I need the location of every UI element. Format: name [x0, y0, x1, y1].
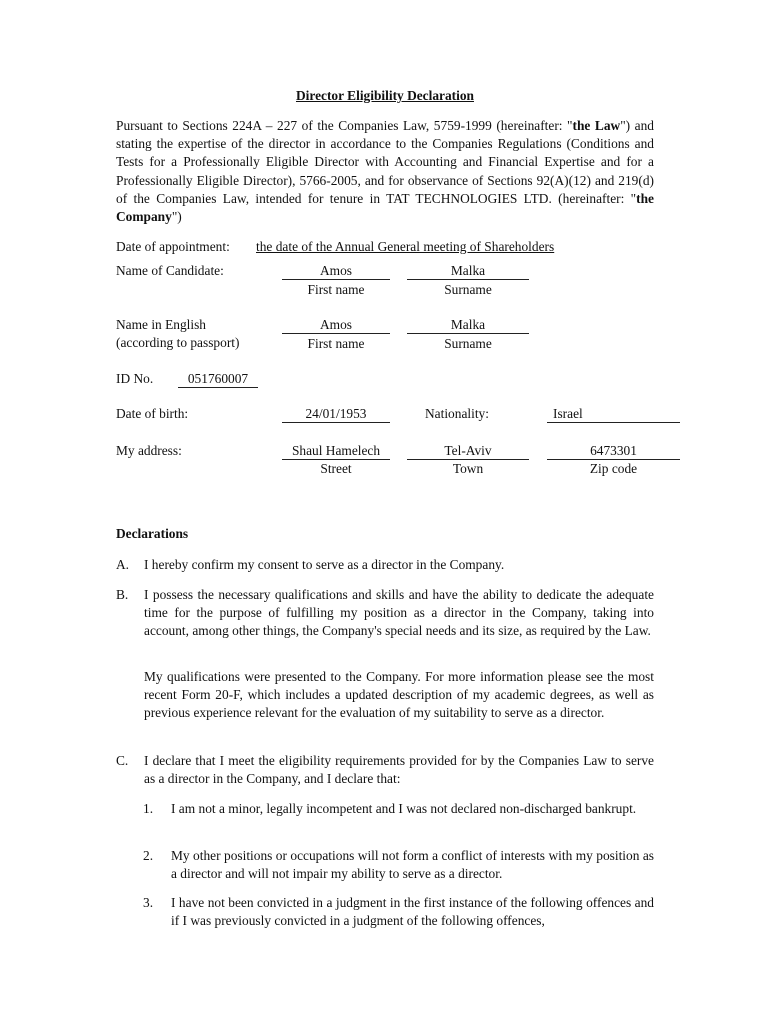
- declaration-c-mark: C.: [116, 753, 129, 768]
- declaration-a-mark: A.: [116, 557, 130, 572]
- declaration-c-item-2: [143, 847, 654, 883]
- declaration-b-continued: [116, 668, 654, 723]
- declaration-a: [116, 556, 654, 574]
- declaration-b-text-2: My qualifications were presented to the Company. For more information please see the most recent Form 20-F, which includes a updated description of my academic degrees, as well as previous experience relevant for the evaluation of my suitability to serve as a director.: [144, 669, 654, 721]
- intro-text-2: ") and stating the expertise of the director in accordance to the Companies Regulations (Conditions and Tests for a Professionally Eligible Director with Accounting and Financial Expertise and for a Professionally Eligible Director), 5766-2005, and for observance of Sections 92(A)(12) and 219(d) of the Companies Law, intended for tenure in TAT TECHNOLOGIES LTD. (hereinafter: ": [116, 118, 654, 206]
- intro-text-1: Pursuant to Sections 224A – 227 of the Companies Law, 5759-1999 (hereinafter: ": [116, 118, 573, 133]
- declaration-c-item-3-text: I have not been convicted in a judgment in the first instance of the following offences and if I was previously convicted in a judgment of the following offences,: [171, 895, 654, 929]
- id-value: 051760007: [178, 371, 258, 388]
- candidate-first-name: Amos: [282, 263, 390, 280]
- declaration-c: [116, 752, 654, 788]
- address-town: Tel-Aviv: [407, 443, 529, 460]
- declaration-a-text: I hereby confirm my consent to serve as a director in the Company.: [144, 557, 505, 572]
- id-label: ID No.: [116, 371, 154, 386]
- intro-text-3: "): [171, 209, 182, 225]
- english-surname: Malka: [407, 317, 529, 334]
- english-first-name: Amos: [282, 317, 390, 334]
- declaration-c-item-2-text: My other positions or occupations will not form a conflict of interests with my position as a director and will not impair my ability to serve as a director.: [171, 848, 654, 882]
- declaration-b-text: I possess the necessary qualifications and skills and have the ability to dedicate the adequate time for the purpose of fulfilling my position as a director in the Company, taking into account, among other things, the Company's special needs and its size, as required by the Law.: [144, 587, 654, 639]
- declaration-c-item-3: [143, 894, 654, 930]
- english-name-label-line2: (according to passport): [116, 335, 240, 350]
- declarations-heading: Declarations: [116, 526, 189, 541]
- declaration-c-item-2-mark: 2.: [143, 848, 154, 863]
- candidate-first-name-caption: First name: [307, 282, 365, 297]
- law-term: the Law: [572, 118, 621, 133]
- appointment-value: the date of the Annual General meeting of Shareholders: [256, 239, 555, 254]
- english-name-label-line1: Name in English: [116, 317, 207, 332]
- company-term: the Company: [116, 190, 654, 225]
- appointment-label: Date of appointment:: [116, 239, 230, 254]
- address-label: My address:: [116, 443, 182, 458]
- intro-paragraph: [116, 117, 654, 226]
- nationality-label: Nationality:: [425, 406, 489, 421]
- birth-value: 24/01/1953: [282, 406, 390, 423]
- declaration-b-mark: B.: [116, 587, 129, 602]
- declaration-c-item-1: [143, 800, 654, 818]
- candidate-surname-caption: Surname: [444, 282, 492, 297]
- address-zip-caption: Zip code: [589, 461, 638, 476]
- candidate-label: Name of Candidate:: [116, 263, 224, 278]
- document-title: Director Eligibility Declaration: [295, 88, 474, 103]
- birth-label: Date of birth:: [116, 406, 189, 421]
- address-street: Shaul Hamelech: [282, 443, 390, 460]
- english-first-name-caption: First name: [307, 336, 365, 351]
- declaration-c-item-1-mark: 1.: [143, 801, 154, 816]
- address-street-caption: Street: [320, 461, 352, 476]
- address-zip: 6473301: [547, 443, 680, 460]
- declaration-b: [116, 586, 654, 641]
- declaration-c-item-1-text: I am not a minor, legally incompetent and I was not declared non-discharged bankrupt.: [171, 801, 637, 816]
- english-surname-caption: Surname: [444, 336, 492, 351]
- declaration-c-item-3-mark: 3.: [143, 895, 154, 910]
- address-town-caption: Town: [452, 461, 484, 476]
- candidate-surname: Malka: [407, 263, 529, 280]
- declaration-c-text: I declare that I meet the eligibility requirements provided for by the Companies Law to serve as a director in the Company, and I declare that:: [144, 753, 654, 787]
- nationality-value: Israel: [547, 406, 680, 423]
